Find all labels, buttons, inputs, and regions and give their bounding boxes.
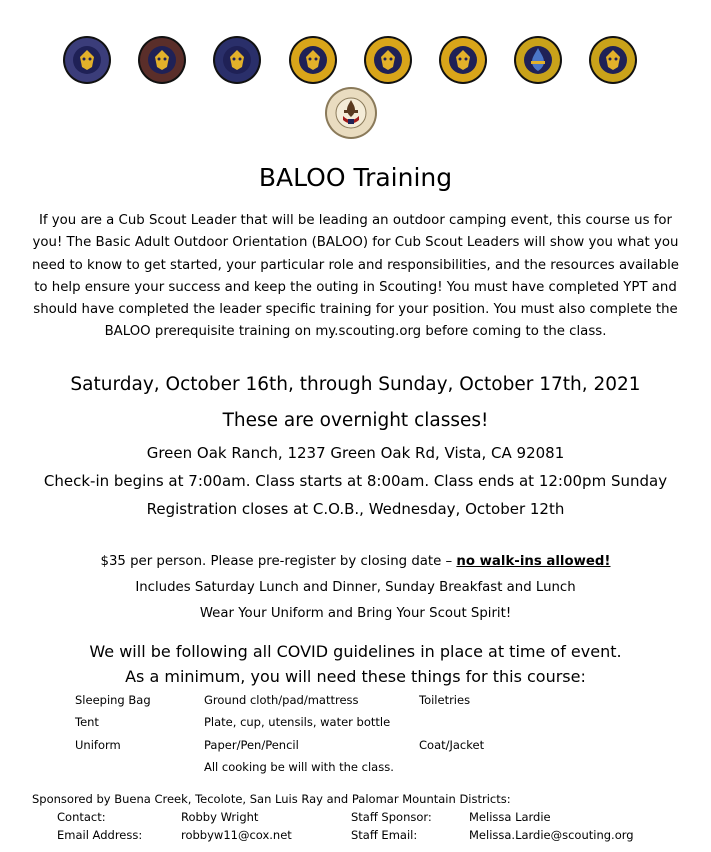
staff-sponsor-value: Melissa Lardie (469, 810, 551, 824)
intro-paragraph: If you are a Cub Scout Leader that will be leading an outdoor camping event, this course us for you! The Basic Adult Outdoor Orientation (BALOO) for Cub Scout Leaders will show you what you need to know to get started, your particular role and responsibilities, and the resources available to help ensure your success and keep the outing in Scouting! You must have completed YPT and should have completed the leader specific training for your position. You must also complete the BALOO prerequisite training on my.scouting.org before coming to the class. (32, 213, 679, 340)
email-value: robbyw11@cox.net (181, 828, 292, 842)
list-item: Paper/Pen/Pencil (204, 738, 299, 752)
event-dates: Saturday, October 16th, through Sunday, October 17th, 2021 (70, 374, 641, 395)
overnight-notice: These are overnight classes! (222, 410, 489, 431)
contact-label: Contact: (57, 810, 106, 824)
pack-committee-patch-icon (137, 35, 187, 85)
list-item: Ground cloth/pad/mattress (204, 693, 359, 707)
page-title: BALOO Training (258, 163, 453, 192)
list-item: Plate, cup, utensils, water bottle (204, 715, 391, 729)
no-walkins-emphasis: no walk-ins allowed! (456, 554, 611, 569)
registration-close: Registration closes at C.O.B., Wednesday, October 12th (146, 500, 565, 518)
webelos-den-leader-patch-icon (513, 35, 563, 85)
uniform-reminder: Wear Your Uniform and Bring Your Scout Spirit! (199, 606, 512, 621)
list-item: Sleeping Bag (75, 693, 151, 707)
den-leader-patch-icon (363, 35, 413, 85)
checkin-times: Check-in begins at 7:00am. Class starts at 8:00am. Class ends at 12:00pm Sunday (43, 472, 668, 490)
sponsor-line: Sponsored by Buena Creek, Tecolote, San Luis Ray and Palomar Mountain Districts: (32, 792, 511, 806)
assistant-cubmaster-patch-icon (288, 35, 338, 85)
meals-included: Includes Saturday Lunch and Dinner, Sunday Breakfast and Lunch (135, 580, 576, 595)
event-location: Green Oak Ranch, 1237 Green Oak Rd, Vista, CA 92081 (146, 444, 565, 462)
list-item: All cooking be will with the class. (204, 760, 394, 774)
list-item: Tent (75, 715, 99, 729)
list-item: Uniform (75, 738, 121, 752)
chairman-pack-committee-patch-icon (62, 35, 112, 85)
price-text: $35 per person. Please pre-register by closing date – (100, 554, 457, 569)
assistant-den-leader-patch-icon (438, 35, 488, 85)
staff-email-value: Melissa.Lardie@scouting.org (469, 828, 634, 842)
list-item: Toiletries (419, 693, 471, 707)
assistant-webelos-den-leader-patch-icon (588, 35, 638, 85)
email-label: Email Address: (57, 828, 143, 842)
requirements-heading: As a minimum, you will need these things for this course: (125, 667, 586, 686)
cubmaster-patch-icon (212, 35, 262, 85)
covid-notice: We will be following all COVID guidelines in place at time of event. (89, 642, 622, 661)
staff-sponsor-label: Staff Sponsor: (351, 810, 432, 824)
contact-value: Robby Wright (181, 810, 259, 824)
list-item: Coat/Jacket (419, 738, 485, 752)
chartered-organization-representative-patch-icon (324, 86, 378, 140)
staff-email-label: Staff Email: (351, 828, 418, 842)
price-line (0, 554, 711, 569)
